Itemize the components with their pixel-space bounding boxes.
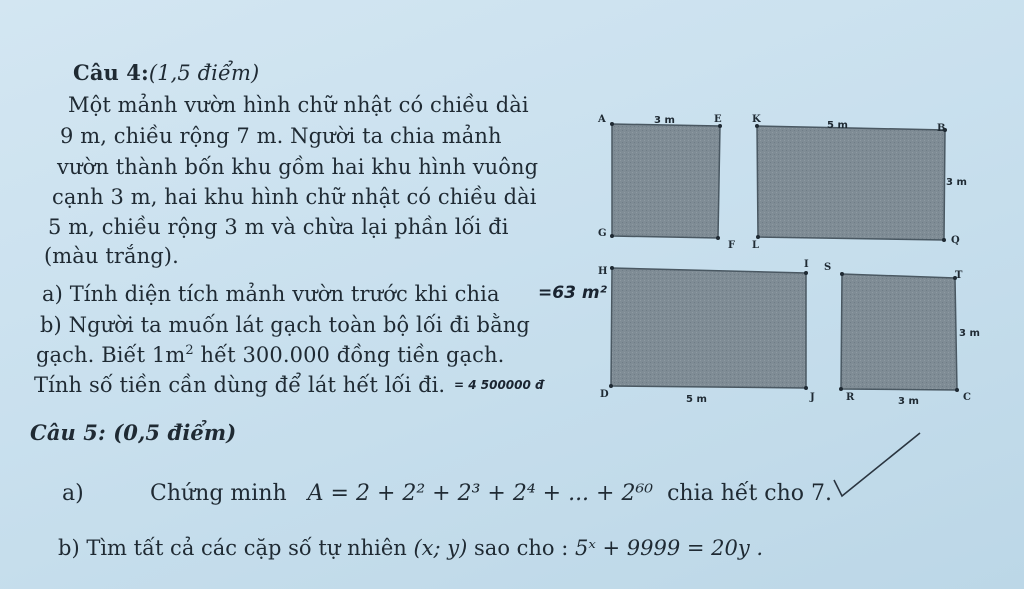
label-R: R bbox=[846, 392, 855, 403]
q5-part-a-text-start: Chứng minh bbox=[150, 481, 287, 506]
label-D: D bbox=[600, 389, 609, 400]
q5-part-a-text-end: chia hết cho 7. bbox=[667, 481, 833, 506]
check-mark bbox=[834, 433, 920, 496]
label-Q: Q bbox=[951, 235, 960, 246]
label-L: L bbox=[752, 240, 760, 251]
q4-part-a: a) Tính diện tích mảnh vườn trước khi chia bbox=[42, 282, 500, 306]
label-T: T bbox=[955, 270, 963, 281]
dim-top-left: 3 m bbox=[654, 115, 675, 126]
dim-top-right: 5 m bbox=[827, 120, 848, 131]
label-I: I bbox=[804, 259, 809, 270]
dim-right-upper: 3 m bbox=[946, 177, 967, 188]
q5-part-b-text-start: Tìm tất cả các cặp số tự nhiên bbox=[86, 536, 407, 560]
q4-part-b-line-2-start: gạch. Biết 1m bbox=[36, 343, 186, 367]
q4-line-2: 9 m, chiều rộng 7 m. Người ta chia mảnh bbox=[60, 124, 502, 148]
q5-part-a-formula: A = 2 + 2² + 2³ + 2⁴ + ... + 2⁶⁰ bbox=[307, 481, 654, 506]
q4-line-5: 5 m, chiều rộng 3 m và chừa lại phần lối đi bbox=[48, 215, 509, 239]
q4-heading-points: (1,5 điểm) bbox=[148, 61, 260, 85]
label-K: K bbox=[752, 114, 761, 125]
q4-part-b-line-2-end: hết 300.000 đồng tiền gạch. bbox=[193, 343, 505, 367]
q4-line-4: cạnh 3 m, hai khu hình chữ nhật có chiều dài bbox=[52, 185, 537, 209]
dim-bottom-left: 5 m bbox=[686, 394, 707, 405]
q5-part-a bbox=[62, 481, 84, 506]
dim-right-lower: 3 m bbox=[959, 328, 980, 339]
q5-part-a-body bbox=[150, 481, 832, 506]
q5-part-a-label: a) bbox=[62, 481, 84, 506]
q5-part-b bbox=[58, 536, 763, 560]
q5-part-b-label: b) bbox=[58, 536, 80, 560]
plot-rectangle-bottom-left bbox=[611, 268, 806, 388]
label-B: B bbox=[937, 123, 946, 134]
plot-square-top-left bbox=[612, 124, 720, 238]
q5-part-b-equation: 5ˣ + 9999 = 20y . bbox=[575, 536, 764, 560]
label-S: S bbox=[824, 262, 832, 273]
dim-bottom-right: 3 m bbox=[898, 396, 919, 407]
label-C: C bbox=[963, 392, 971, 403]
label-A: A bbox=[598, 114, 606, 125]
label-G: G bbox=[598, 228, 607, 239]
q5-part-b-text-mid: sao cho : bbox=[474, 536, 569, 560]
q4-part-b-handwritten-answer: = 4 500000 đ bbox=[454, 378, 544, 392]
plot-rectangle-top-right bbox=[757, 126, 945, 240]
label-H: H bbox=[598, 266, 608, 277]
q5-part-b-pair: (x; y) bbox=[413, 536, 468, 560]
q5-heading: Câu 5: (0,5 điểm) bbox=[30, 420, 237, 445]
q4-part-b-line-3: Tính số tiền cần dùng để lát hết lối đi. bbox=[34, 373, 446, 397]
q4-part-b-line-1: b) Người ta muốn lát gạch toàn bộ lối đi bằng bbox=[40, 313, 530, 337]
q4-part-b-exponent: 2 bbox=[185, 343, 194, 358]
label-J: J bbox=[810, 392, 815, 403]
q4-heading-label: Câu 4: bbox=[73, 60, 149, 85]
q4-part-a-handwritten-answer: =63 m² bbox=[538, 283, 607, 303]
q4-line-3: vườn thành bốn khu gồm hai khu hình vuông bbox=[57, 155, 539, 179]
q4-line-6: (màu trắng). bbox=[44, 244, 179, 268]
q4-line-1: Một mảnh vườn hình chữ nhật có chiều dài bbox=[68, 93, 529, 117]
label-E: E bbox=[714, 114, 722, 125]
label-F: F bbox=[728, 240, 736, 251]
plot-square-bottom-right bbox=[841, 274, 957, 390]
